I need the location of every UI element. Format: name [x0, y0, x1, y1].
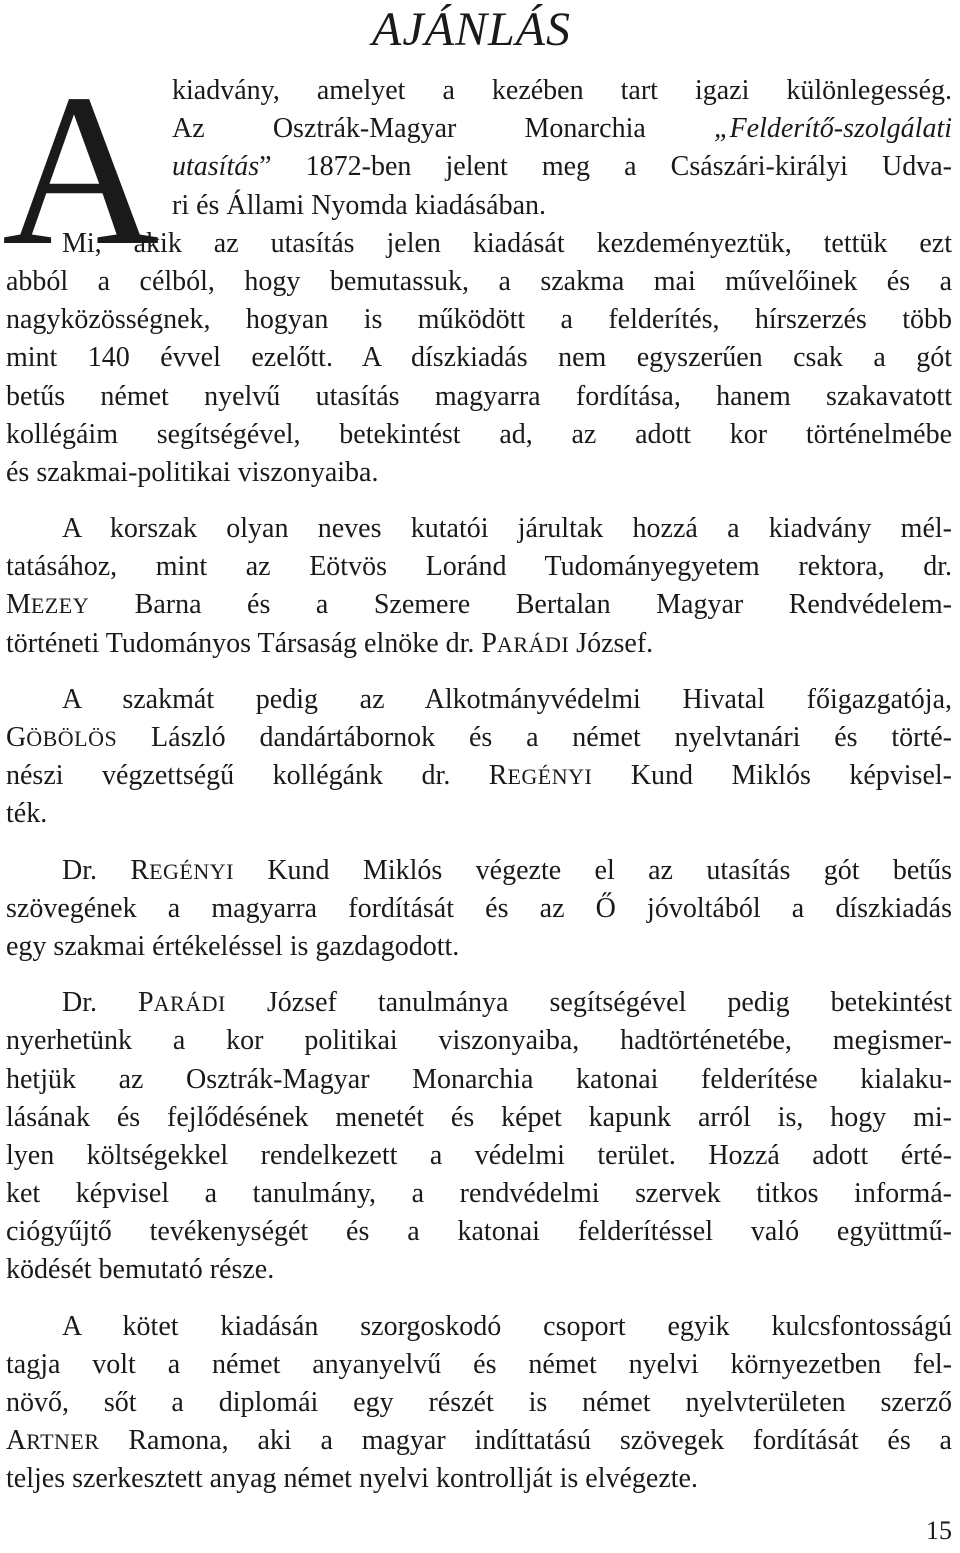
paragraph-gap: [6, 1290, 952, 1308]
text-line: és szakmai-politikai viszonyaiba.: [6, 456, 379, 488]
text-line: [6, 625, 952, 663]
italic-title: „Felderítő-szolgálati: [714, 113, 952, 145]
paragraph-7: [6, 1308, 952, 1499]
text-line: tatásához, mint az Eötvös Loránd Tudományegyetem rektora, dr.: [6, 551, 952, 583]
small-caps-name: ÖBÖLÖS: [26, 726, 118, 751]
text-span: Barna és a Szemere Bertalan Magyar Rendvédelem-: [89, 589, 952, 621]
text-span: Dr. P: [62, 987, 154, 1019]
paragraph-gap: [6, 492, 952, 510]
text-line: abból a célból, hogy bemutassuk, a szakma mai művelőinek és a: [6, 265, 952, 297]
drop-cap: A: [2, 50, 160, 291]
text-line: ték.: [6, 798, 48, 830]
small-caps-name: EGÉNYI: [507, 764, 593, 790]
paragraph-2: [6, 225, 952, 492]
text-span: M: [6, 589, 31, 621]
paragraph-5: [6, 852, 952, 967]
text-line: ket képvisel a tanulmány, a rendvédelmi szervek titkos informá-: [6, 1178, 952, 1210]
small-caps-name: EZEY: [30, 593, 90, 619]
paragraph-1: [6, 72, 952, 225]
text-line: nagyközösségnek, hogyan is működött a felderítés, hírszerzés több: [6, 304, 952, 336]
small-caps-name: EGÉNYI: [149, 858, 234, 884]
text-line: növő, sőt a diplomái egy részét is német nyelvterületen szerző: [6, 1387, 952, 1418]
paragraph-6: [6, 984, 952, 1290]
text-line: teljes szerkesztett anyag német nyelvi kontrollját is elvégezte.: [6, 1463, 698, 1495]
text-line: mint 140 évvel ezelőtt. A díszkiadás nem egyszerűen csak a gót: [6, 342, 952, 374]
text-span: József.: [569, 627, 654, 659]
paragraph-4: [6, 681, 952, 834]
text-line: kollégáim segítségével, betekintést ad, az adott kor történelmébe: [6, 418, 952, 450]
text-span: történeti Tudományos Társaság elnöke dr. P: [6, 627, 497, 659]
body-text: [6, 72, 952, 1499]
text-line: betűs német nyelvű utasítás magyarra fordítása, hanem szakavatott: [6, 380, 952, 412]
small-caps-name: RTNER: [26, 1429, 100, 1455]
text-line: [172, 110, 952, 148]
text-span: A: [6, 1425, 27, 1457]
text-span: Kund Miklós képvisel-: [592, 760, 952, 792]
text-line: tagja volt a német anyanyelvű és német nyelvi környezetben fel-: [6, 1348, 952, 1380]
paragraph-gap: [6, 663, 952, 681]
text-line: [6, 757, 952, 795]
text-line: A korszak olyan neves kutatói járultak hozzá a kiadvány mél-: [62, 513, 952, 545]
text-line: ködését bemutató része.: [6, 1254, 275, 1286]
text-line: kiadvány, amelyet a kezében tart igazi különlegesség.: [172, 75, 952, 106]
text-span: Az Osztrák-Magyar Monarchia: [172, 113, 714, 145]
text-line: nyerhetünk a kor politikai viszonyaiba, hadtörténetébe, megismer-: [6, 1025, 952, 1057]
paragraph-gap: [6, 834, 952, 852]
text-span: G: [6, 722, 27, 753]
text-line: szövegének a magyarra fordítását és az Ő jóvoltából a díszkiadás: [6, 892, 952, 924]
text-line: lyen költségekkel rendelkezett a védelmi terület. Hozzá adott érté-: [6, 1139, 952, 1171]
page-title: AJÁNLÁS: [372, 3, 571, 56]
text-line: A kötet kiadásán szorgoskodó csoport egyik kulcsfontosságú: [62, 1310, 952, 1342]
text-line: [6, 719, 952, 757]
text-span: László dandártábornok és a német nyelvtanári és törté-: [117, 722, 952, 753]
small-caps-name: ARÁDI: [497, 631, 570, 657]
text-line: lásának és fejlődésének menetét és képet kapunk arról is, hogy mi-: [6, 1101, 952, 1133]
text-span: Dr. R: [62, 854, 150, 886]
text-line: [172, 148, 952, 186]
text-line: Mi, akik az utasítás jelen kiadását kezdeményeztük, tettük ezt: [62, 227, 952, 259]
text-line: [6, 586, 952, 624]
text-line: ri és Állami Nyomda kiadásában.: [172, 189, 547, 221]
text-line: hetjük az Osztrák-Magyar Monarchia katonai felderítése kialaku-: [6, 1063, 952, 1095]
text-line: ciógyűjtő tevékenységét és a katonai felderítéssel való együttmű-: [6, 1216, 952, 1248]
text-line: A szakmát pedig az Alkotmányvédelmi Hivatal főigazgatója,: [62, 683, 952, 715]
text-line: [6, 852, 952, 890]
small-caps-name: ARÁDI: [153, 991, 226, 1017]
text-span: József tanulmánya segítségével pedig betekintést: [225, 987, 952, 1019]
text-line: [6, 984, 952, 1022]
text-span: ” 1872-ben jelent meg a Császári-királyi Udva-: [259, 151, 952, 183]
page-number: 15: [926, 1516, 952, 1545]
text-line: [6, 1422, 952, 1460]
text-line: egy szakmai értékeléssel is gazdagodott.: [6, 930, 460, 962]
text-span: Ramona, aki a magyar indíttatású szövegek fordítását és a: [99, 1425, 952, 1457]
text-span: Kund Miklós végezte el az utasítás gót betűs: [233, 854, 952, 886]
italic-title: utasítás: [172, 151, 260, 183]
text-span: nészi végzettségű kollégánk dr. R: [6, 760, 508, 792]
paragraph-3: [6, 510, 952, 663]
paragraph-gap: [6, 966, 952, 984]
